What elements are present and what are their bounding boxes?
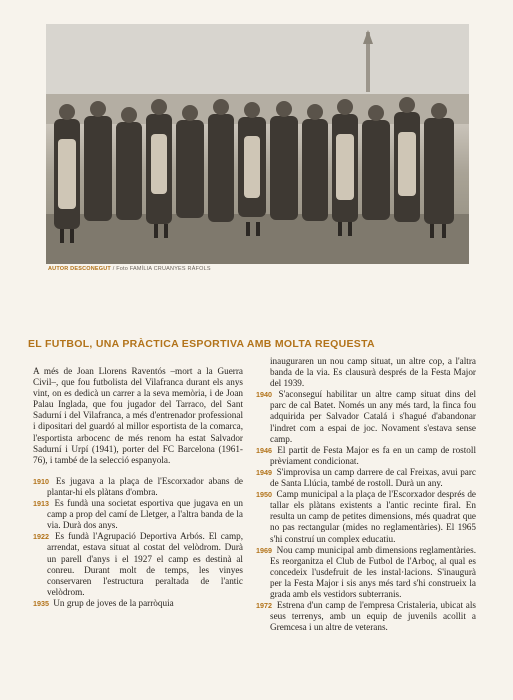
timeline-entry [256,445,476,467]
caption-credit: Foto FAMÍLIA CRUANYES RÀFOLS [116,266,211,272]
entry-text: Es fundà una societat esportiva que jugava en un camp a prop del camí de Lletger, a l'altra banda de la via. Durà dos anys. [47,498,243,531]
entry-year: 1940 [256,390,272,400]
entry-text: Es fundà l'Agrupació Deportiva Arbós. El camp, arrendat, estava situat al costat del velòdrom. Durà un parell d'anys i el 1927 el camp es destinà al conreu. Durant molt de temps, les vinyes conservaren l'estructura peraltada de l'antic velòdrom. [47,531,243,597]
entry-year: 1913 [33,499,49,509]
entry-text: El partit de Festa Major es fa en un camp de rostoll prèviament condicionat. [270,444,477,466]
entry-text: Nou camp municipal amb dimensions reglamentàries. Es reorganitza el Club de Futbol de l'Arboç, al qual es concedeix l'usdefruit de les instal·lacions. S'inaugurà per la Festa Major i sis anys més tard s'hi construeix la grada amb els vestidors subterranis. [270,544,477,599]
entry-year: 1946 [256,445,272,455]
timeline-entry [256,389,476,444]
entry-text: Un grup de joves de la parròquia [53,597,174,608]
photo-caption [48,266,468,272]
photo-group-women-icon [46,24,469,264]
caption-separator: / [111,266,117,272]
timeline-entry [256,467,476,489]
timeline-entry [256,545,476,600]
entry-text: Estrena d'un camp de l'empresa Cristaleria, ubicat als seus terrenys, amb un equip de juvenils acollit a Gremcesa i un altre de veterans. [270,600,477,633]
caption-author: AUTOR DESCONEGUT [48,266,111,272]
entry-year: 1969 [256,545,272,555]
entry-year: 1922 [33,532,49,542]
left-timeline [33,476,243,609]
timeline-entry [33,476,243,498]
entry-year: 1910 [33,476,49,486]
entry-year: 1949 [256,467,272,477]
section-heading: EL FUTBOL, UNA PRÀCTICA ESPORTIVA AMB MOLTA REQUESTA [28,338,375,350]
entry-year: 1935 [33,598,49,608]
continuation-paragraph: inauguraren un nou camp situat, un altre cop, a l'altra banda de la via. Es clausurà després de la Festa Major del 1939. [270,356,476,389]
entry-text: Camp municipal a la plaça de l'Escorxador després de tallar els plàtans existents a l'antic recinte firal. En resulta un camp de petites dimensions, més quadrat que no pas rectangular (mides no reglamentàries). El 1965 s'hi construí un complex educatiu. [270,489,477,544]
right-column [256,356,476,633]
historical-photo [46,24,469,264]
entry-text: S'aconseguí habilitar un altre camp situat dins del parc de cal Batet. Només un any més tard, la finca fou adquirida per Salvador Catalá i s'hagué d'abandonar l'indret com a espai de joc. Novament s'estava sense camp. [270,389,477,444]
entry-year: 1950 [256,490,272,500]
timeline-entry [33,598,243,609]
timeline-entry [33,498,243,531]
timeline-entry [256,600,476,633]
entry-text: Es jugava a la plaça de l'Escorxador abans de plantar-hi els plàtans d'ombra. [47,475,244,497]
intro-paragraph: A més de Joan Llorens Raventós –mort a la Guerra Civil–, que fou futbolista del Vilafranca durant els anys vint, on es dedicà un carrer a la seva memòria, i de Joan Palau Inglada, que fou jugador del Tarraco, del Sant Sadurní i del Vilafranca, a més d'entrenador professional i dipositari del guardó al millor esportista de la comarca, l'esportista arbocenc de més renom ha estat Salvador Sadurní i Urpí (1941), porter del FC Barcelona (1961-76), i també de la selecció espanyola. [33,366,243,465]
timeline-entry [33,531,243,598]
entry-year: 1972 [256,601,272,611]
entry-text: S'improvisa un camp darrere de cal Freixas, avui parc de Santa Llúcia, també de rostoll. Durà un any. [270,466,476,489]
timeline-entry [256,489,476,544]
left-column [33,366,243,609]
